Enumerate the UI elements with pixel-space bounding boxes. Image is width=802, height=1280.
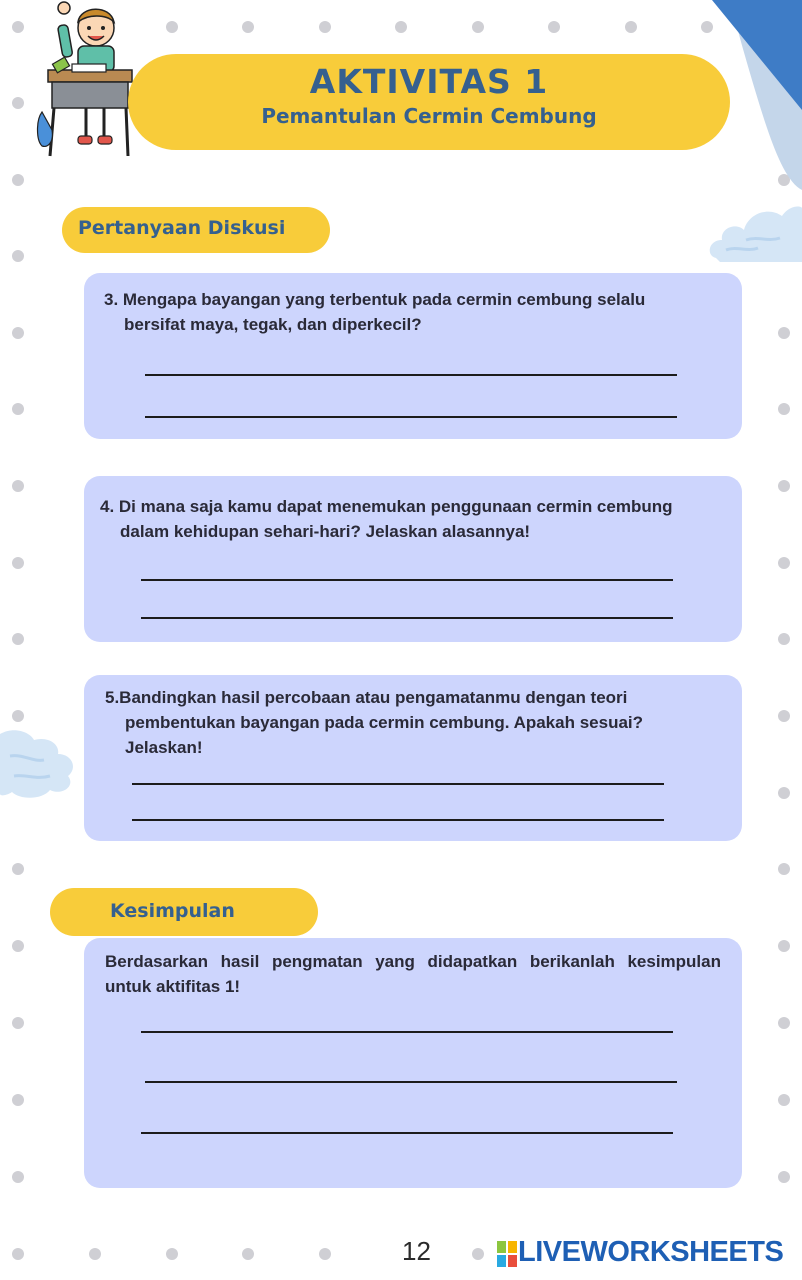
discussion-section-label <box>62 207 330 253</box>
answer-line[interactable] <box>145 374 677 376</box>
conclusion-text <box>105 949 721 999</box>
page-title: AKTIVITAS 1 <box>309 62 549 101</box>
question-3-line-2: bersifat maya, tegak, dan diperkecil? <box>124 315 422 334</box>
question-5-line-3: Jelaskan! <box>125 738 203 757</box>
student-illustration <box>28 0 138 160</box>
question-3-line-1: 3. Mengapa bayangan yang terbentuk pada cermin cembung selalu <box>104 290 646 309</box>
question-4-line-1: 4. Di mana saja kamu dapat menemukan penggunaan cermin cembung <box>100 497 673 516</box>
answer-line[interactable] <box>141 579 673 581</box>
question-3-text <box>104 287 645 337</box>
answer-line[interactable] <box>141 617 673 619</box>
question-5-line-2: pembentukan bayangan pada cermin cembung. Apakah sesuai? <box>125 713 644 732</box>
question-card-5 <box>84 675 742 841</box>
conclusion-line-1: Berdasarkan hasil pengmatan yang didapatkan berikanlah kesimpulan <box>105 952 721 971</box>
question-4-text <box>100 494 673 544</box>
answer-line[interactable] <box>141 1132 673 1134</box>
question-5-line-1: 5.Bandingkan hasil percobaan atau pengamatanmu dengan teori <box>105 688 628 707</box>
conclusion-card <box>84 938 742 1188</box>
answer-line[interactable] <box>145 1081 677 1083</box>
question-4-line-2: dalam kehidupan sehari-hari? Jelaskan alasannya! <box>120 522 531 541</box>
page-subtitle: Pemantulan Cermin Cembung <box>261 104 597 128</box>
answer-line[interactable] <box>145 416 677 418</box>
answer-line[interactable] <box>141 1031 673 1033</box>
conclusion-section-label <box>50 888 318 936</box>
discussion-label-text: Pertanyaan Diskusi <box>78 217 286 239</box>
answer-line[interactable] <box>132 783 664 785</box>
conclusion-label-text: Kesimpulan <box>110 900 235 922</box>
conclusion-line-2: untuk aktifitas 1! <box>105 977 241 996</box>
cloud-right <box>706 196 802 270</box>
question-card-4 <box>84 476 742 642</box>
answer-line[interactable] <box>132 819 664 821</box>
cloud-left <box>0 726 76 802</box>
question-5-text <box>105 685 643 760</box>
liveworksheets-brand[interactable]: LIVEWORKSHEETS <box>518 1236 784 1268</box>
title-banner <box>128 54 730 150</box>
page-number: 12 <box>402 1236 431 1266</box>
question-card-3 <box>84 273 742 439</box>
liveworksheets-logo-icon <box>496 1240 518 1268</box>
